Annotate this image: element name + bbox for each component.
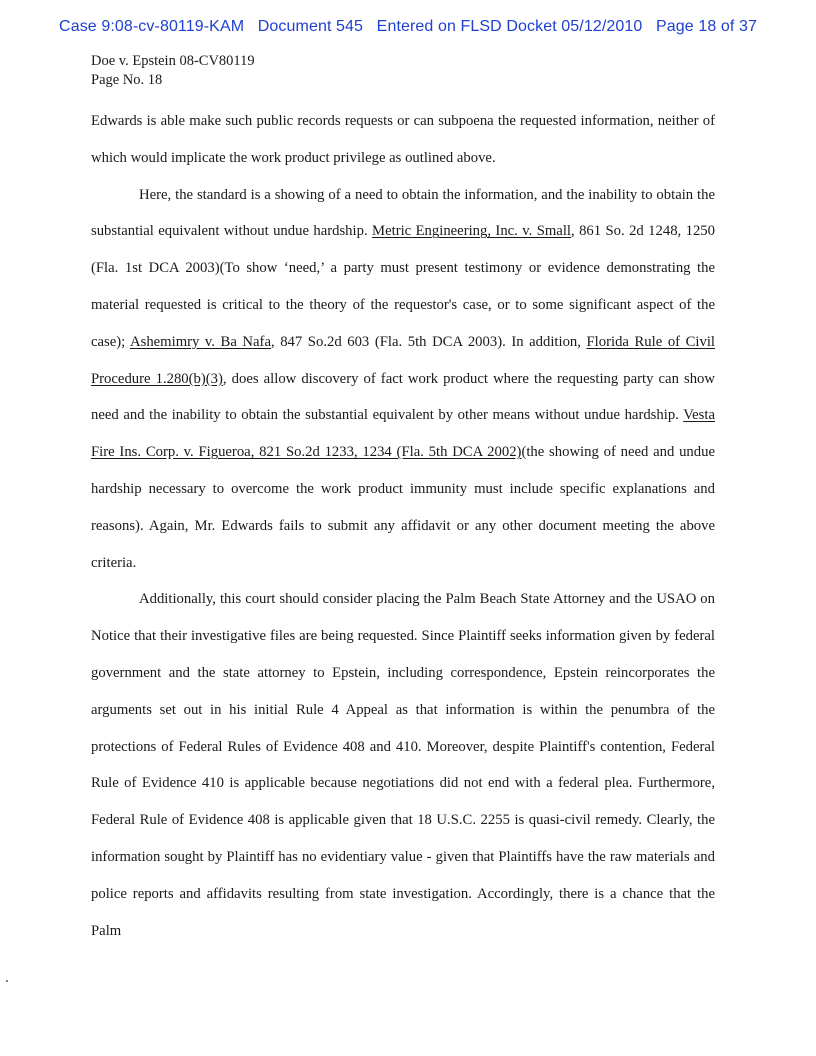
case-name: Doe v. Epstein 08-CV80119 <box>91 53 255 69</box>
paragraph-1 <box>91 103 715 177</box>
paragraph-2-text-4: , does allow discovery of fact work product where the requesting party can show need and the inability to obtain the substantial equivalent by other means without undue hardship. <box>91 370 715 424</box>
paragraph-2-text-5: (the showing of need and undue hardship necessary to overcome the work product immunity must include specific explanations and reasons). Again, Mr. Edwards fails to submit any affidavit or any other document meeting the above criteria. <box>91 444 715 571</box>
scan-speck <box>6 980 8 982</box>
paragraph-2-text-2: , 861 So. 2d 1248, 1250 (Fla. 1st DCA 2003)(To show ‘need,’ a party must present testimony or evidence demonstrating the material requested is critical to the theory of the requestor's case, or to some significant aspect of the case); <box>91 223 715 350</box>
paragraph-2-text-3: , 847 So.2d 603 (Fla. 5th DCA 2003). In addition, <box>270 333 587 350</box>
court-filing-header: Case 9:08-cv-80119-KAM Document 545 Entered on FLSD Docket 05/12/2010 Page 18 of 37 <box>59 18 757 35</box>
paragraph-2-text-1: Here, the standard is a showing of a need to obtain the information, and the inability to obtain the substantial equivalent without undue hardship. <box>91 186 715 240</box>
citation-florida-rule: Florida Rule of Civil Procedure 1.280(b)(3) <box>91 333 715 387</box>
page-number: Page No. 18 <box>91 72 163 88</box>
body-text <box>91 103 715 949</box>
paragraph-2 <box>91 177 715 582</box>
paragraph-1-text: Edwards is able make such public records requests or can subpoena the requested information, neither of which would implicate the work product privilege as outlined above. <box>91 113 715 166</box>
paragraph-3-text: Additionally, this court should consider placing the Palm Beach State Attorney and the USAO on Notice that their investigative files are being requested. Since Plaintiff seeks information given by federal government and the state attorney to Epstein, including correspondence, Epstein reincorporates the arguments set out in his initial Rule 4 Appeal as that information is within the penumbra of the protections of Federal Rules of Evidence 408 and 410. Moreover, despite Plaintiff's contention, Federal Rule of Evidence 410 is applicable because negotiations did not end with a federal plea. Furthermore, Federal Rule of Evidence 408 is applicable given that 18 U.S.C. 2255 is quasi-civil remedy. Clearly, the information sought by Plaintiff has no evidentiary value - given that Plaintiffs have the raw materials and police reports and affidavits resulting from state investigation. Accordingly, there is a chance that the Palm <box>91 591 715 939</box>
citation-vesta-fire: Vesta Fire Ins. Corp. v. Figueroa, 821 So.2d 1233, 1234 (Fla. 5th DCA 2002) <box>91 407 715 461</box>
citation-metric-engineering: Metric Engineering, Inc. v. Small <box>372 223 571 240</box>
citation-ashemimry: Ashemimry v. Ba Nafa <box>130 333 271 350</box>
paragraph-3 <box>91 581 715 949</box>
case-caption <box>91 52 255 90</box>
